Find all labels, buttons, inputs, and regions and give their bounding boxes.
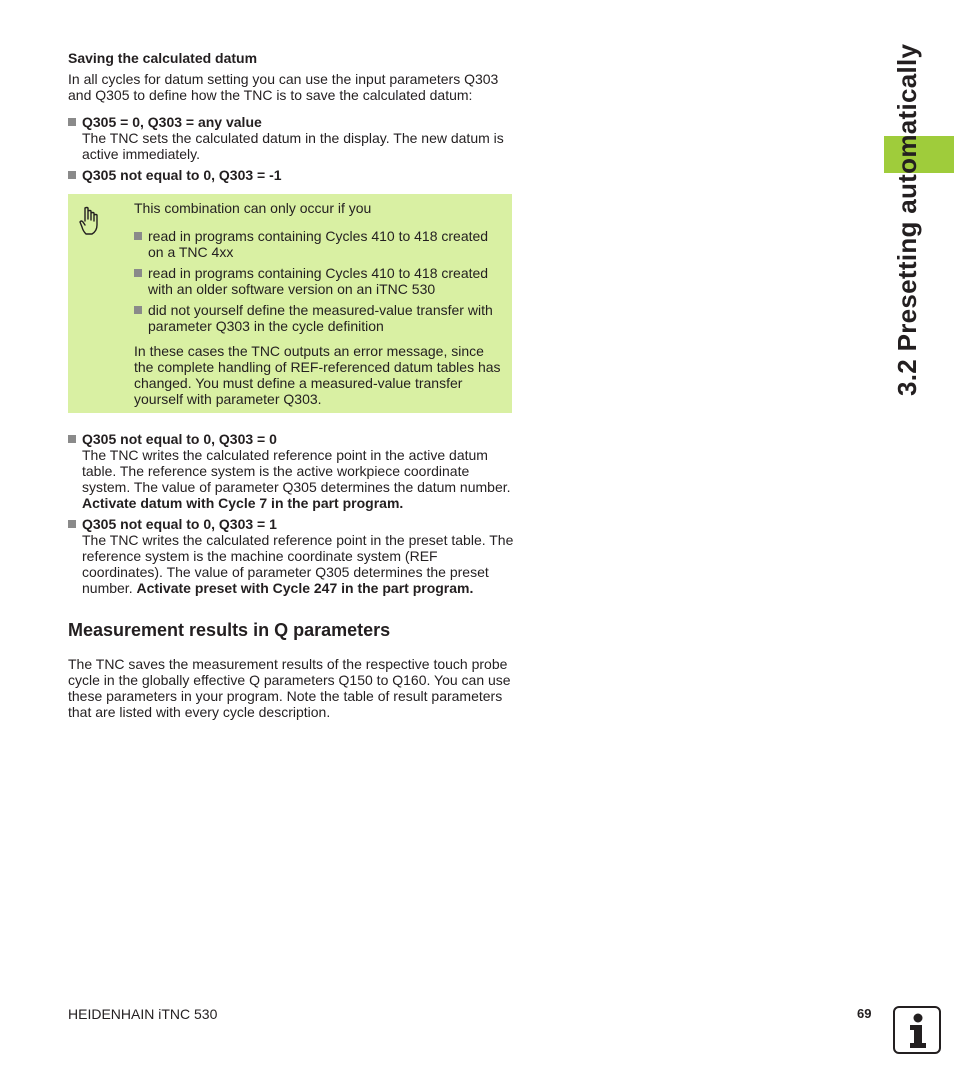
page-number: 69 bbox=[857, 1006, 872, 1021]
note-list-item: did not yourself define the measured-value transfer with parameter Q303 in the cycle definition bbox=[134, 302, 504, 334]
emphasis-text: Activate preset with Cycle 247 in the part program. bbox=[136, 580, 474, 596]
intro-paragraph: In all cycles for datum setting you can use the input parameters Q303 and Q305 to define how the TNC is to save the calculated datum: bbox=[68, 71, 499, 103]
list-item-text: The TNC writes the calculated reference point in the preset table. The reference system is the machine coordinate system (REF coordinates). The value of parameter Q305 determines the preset number. Activate preset with Cycle 247 in the part program. bbox=[82, 532, 514, 596]
list-item bbox=[68, 431, 516, 511]
section-paragraph: The TNC saves the measurement results of the respective touch probe cycle in the globally effective Q parameters Q150 to Q160. You can use these parameters in your program. Note the table of result parameters that are listed with every cycle description. bbox=[68, 656, 511, 720]
list-item-title: Q305 not equal to 0, Q303 = -1 bbox=[68, 167, 516, 183]
footer-product-name: HEIDENHAIN iTNC 530 bbox=[68, 1006, 218, 1022]
list-item-text: The TNC writes the calculated reference point in the active datum table. The reference system is the active workpiece coordinate system. The value of parameter Q305 determines the datum number. Activate datum with Cycle 7 in the part program. bbox=[82, 447, 511, 511]
list-item bbox=[68, 167, 516, 183]
emphasis-text: Activate datum with Cycle 7 in the part program. bbox=[82, 495, 404, 511]
section-subheading: Saving the calculated datum bbox=[68, 50, 258, 66]
note-box bbox=[68, 194, 512, 413]
section-heading: Measurement results in Q parameters bbox=[68, 620, 391, 640]
list-item-text: The TNC sets the calculated datum in the display. The new datum is active immediately. bbox=[82, 130, 504, 162]
list-item-title: Q305 not equal to 0, Q303 = 0 bbox=[68, 431, 516, 447]
list-item bbox=[68, 114, 516, 162]
chapter-title: 3.2 Presetting automatically bbox=[892, 43, 922, 396]
note-conclusion: In these cases the TNC outputs an error message, since the complete handling of REF-referenced datum tables has changed. You must define a measured-value transfer yourself with parameter Q303. bbox=[134, 343, 501, 407]
list-item bbox=[68, 516, 516, 596]
info-icon bbox=[893, 1006, 941, 1054]
note-list-item: read in programs containing Cycles 410 to 418 created with an older software version on an iTNC 530 bbox=[134, 265, 504, 297]
note-intro: This combination can only occur if you bbox=[134, 200, 372, 216]
list-item-title: Q305 not equal to 0, Q303 = 1 bbox=[68, 516, 516, 532]
list-item-title: Q305 = 0, Q303 = any value bbox=[68, 114, 516, 130]
note-list-item: read in programs containing Cycles 410 to 418 created on a TNC 4xx bbox=[134, 228, 504, 260]
pointing-hand-icon bbox=[78, 206, 102, 236]
